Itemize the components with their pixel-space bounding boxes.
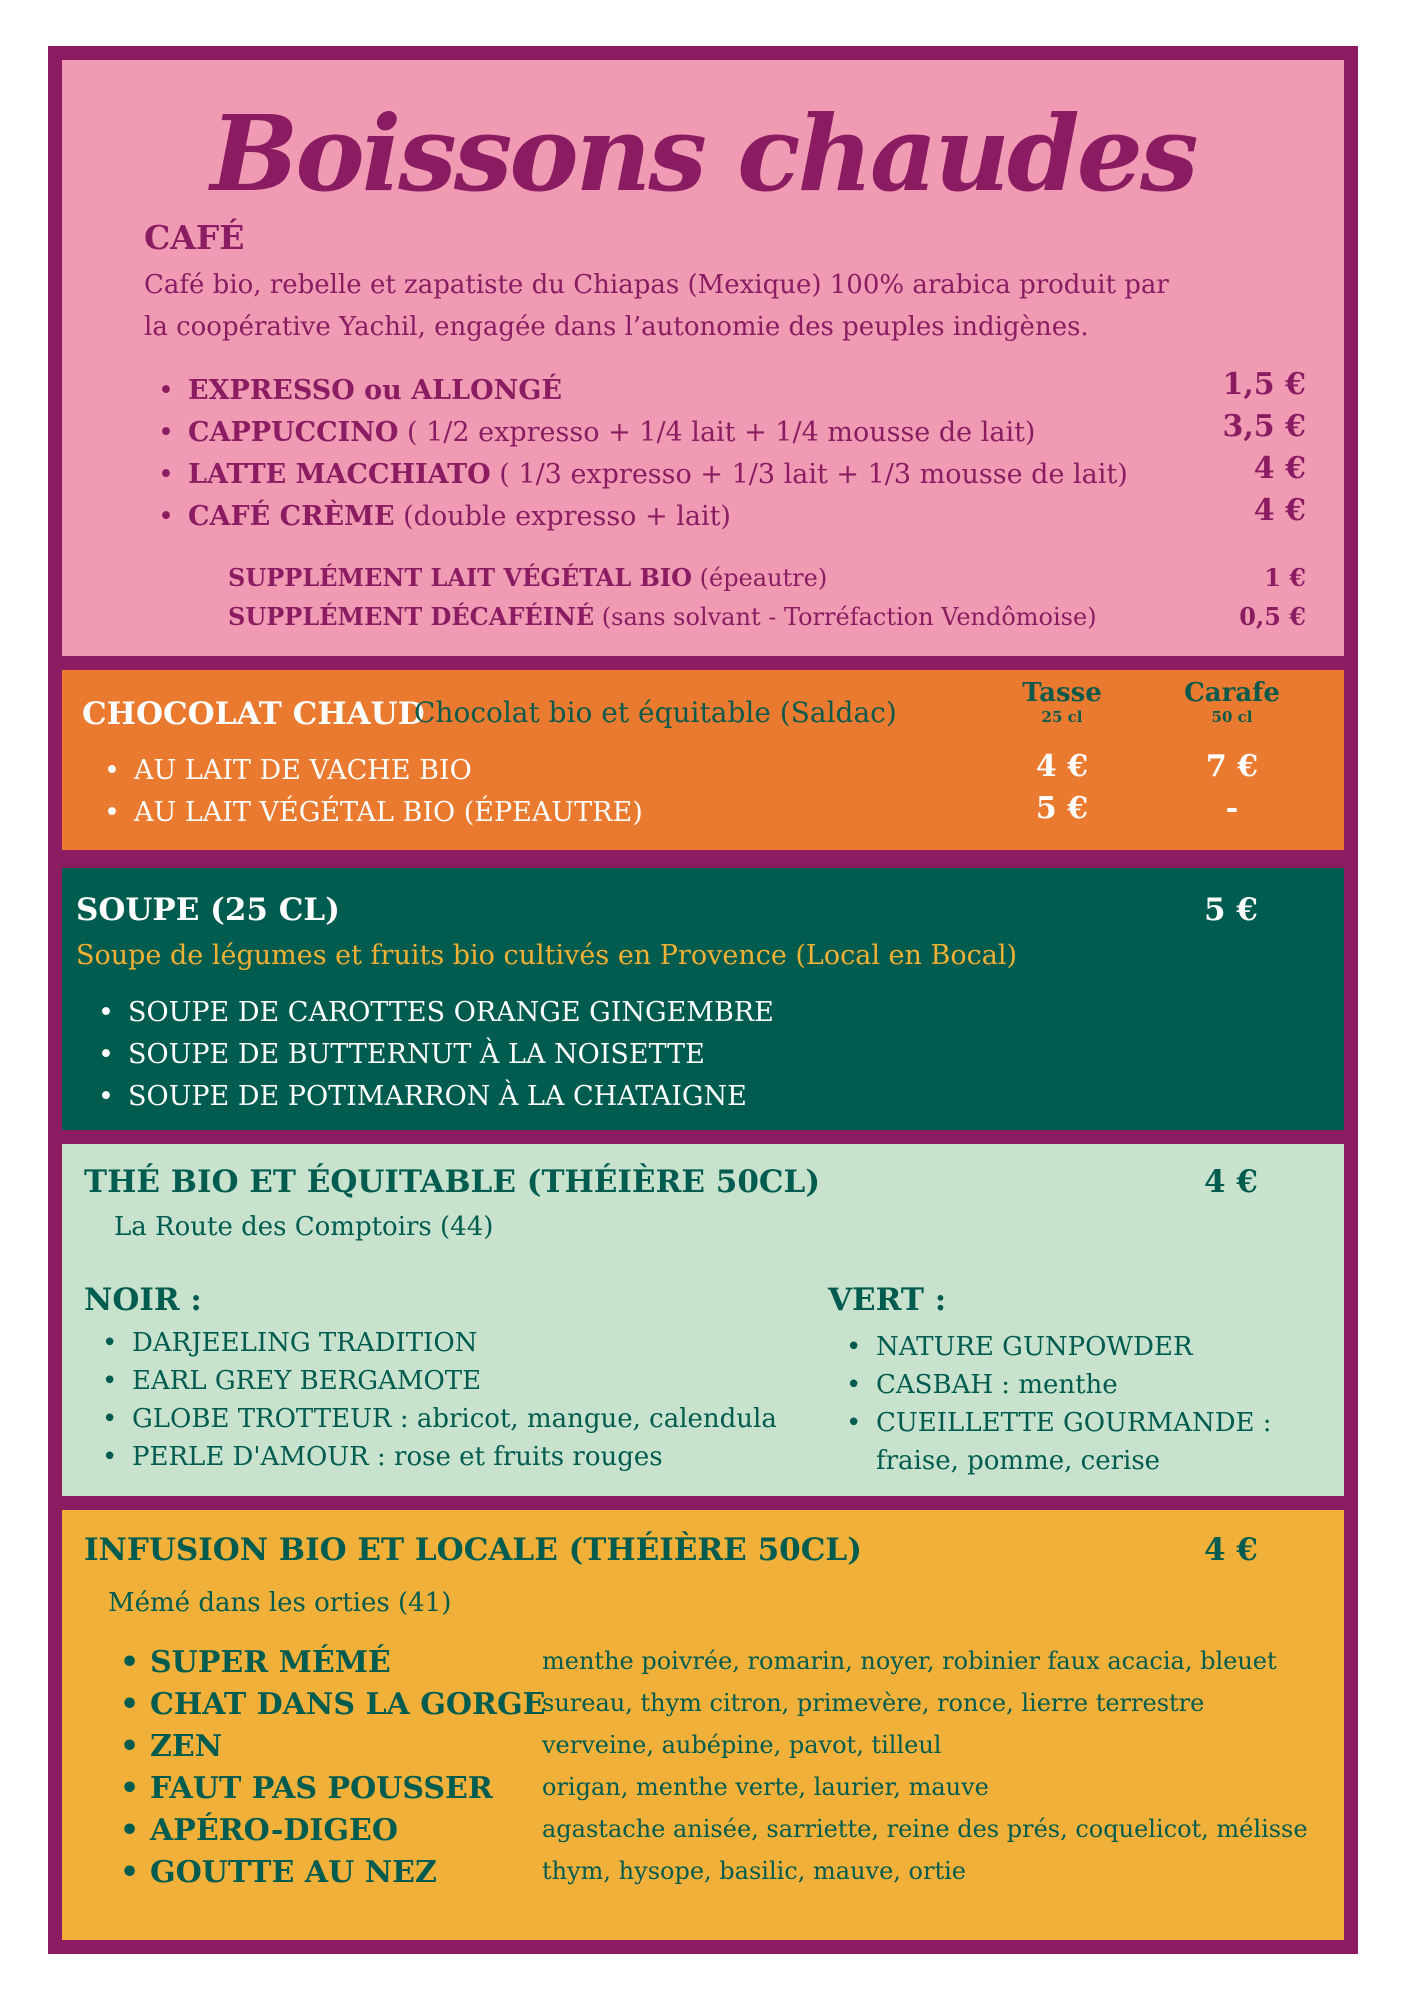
infusion-ingredients: sureau, thym citron, primevère, ronce, lierre terrestre xyxy=(542,1689,1205,1717)
cafe-section xyxy=(48,46,1358,670)
vert-item: • CASBAH : menthe xyxy=(876,1366,1272,1404)
supplement-price: 1 € xyxy=(1264,563,1306,592)
cafe-item: • LATTE MACCHIATO ( 1/3 expresso + 1/3 lait + 1/3 mousse de lait) xyxy=(188,454,1128,496)
infusion-name: • ZEN xyxy=(150,1726,545,1768)
vert-heading: VERT : xyxy=(828,1282,947,1318)
soupe-heading: SOUPE (25 CL) xyxy=(76,892,340,928)
infusion-ingredients-list xyxy=(542,1640,1308,1892)
vert-item-continued: fraise, pomme, cerise xyxy=(876,1446,1161,1476)
the-supplier: La Route des Comptoirs (44) xyxy=(114,1212,494,1242)
cafe-price: 4 € xyxy=(1253,493,1306,528)
chocolat-section xyxy=(48,656,1358,864)
infusion-ingredients: menthe poivrée, romarin, noyer, robinier faux acacia, bleuet xyxy=(542,1647,1277,1675)
infusion-section xyxy=(48,1496,1358,1954)
infusion-name: • SUPER MÉMÉ xyxy=(150,1642,545,1684)
chocolat-heading: CHOCOLAT CHAUD xyxy=(82,696,425,732)
page-title: Boissons chaudes xyxy=(210,92,1196,215)
cafe-item: • CAFÉ CRÈME (double expresso + lait) xyxy=(188,496,1128,538)
infusion-supplier: Mémé dans les orties (41) xyxy=(108,1588,452,1618)
cafe-price: 3,5 € xyxy=(1222,409,1306,444)
tasse-unit: 25 cl xyxy=(1041,708,1083,726)
tasse-price: 4 € xyxy=(1035,749,1089,784)
tasse-price: 5 € xyxy=(1035,791,1089,826)
soupe-item: • SOUPE DE POTIMARRON À LA CHATAIGNE xyxy=(128,1076,774,1118)
carafe-price: 7 € xyxy=(1205,749,1259,784)
chocolat-item: • AU LAIT VÉGÉTAL BIO (ÉPEAUTRE) xyxy=(134,792,643,834)
infusion-heading: INFUSION BIO ET LOCALE (THÉIÈRE 50CL) xyxy=(84,1532,862,1568)
soupe-section xyxy=(48,854,1358,1144)
supplement-row: SUPPLÉMENT DÉCAFÉINÉ (sans solvant - Torréfaction Vendômoise) xyxy=(228,602,1097,631)
chocolat-items-list xyxy=(134,750,643,834)
infusion-names-list xyxy=(150,1642,545,1894)
infusion-name: • CHAT DANS LA GORGE xyxy=(150,1684,545,1726)
carafe-price: - xyxy=(1225,791,1239,826)
noir-heading: NOIR : xyxy=(84,1282,202,1318)
noir-item: • GLOBE TROTTEUR : abricot, mangue, calendula xyxy=(132,1400,777,1438)
cafe-price: 1,5 € xyxy=(1222,367,1306,402)
cafe-item: • EXPRESSO ou ALLONGÉ xyxy=(188,370,1128,412)
supplement-price: 0,5 € xyxy=(1239,602,1306,631)
cafe-description-line2: la coopérative Yachil, engagée dans l’autonomie des peuples indigènes. xyxy=(144,312,1089,342)
soupe-item: • SOUPE DE CAROTTES ORANGE GINGEMBRE xyxy=(128,992,774,1034)
cafe-heading: CAFÉ xyxy=(144,218,245,257)
infusion-ingredients: verveine, aubépine, pavot, tilleul xyxy=(542,1731,942,1759)
supplement-row: SUPPLÉMENT LAIT VÉGÉTAL BIO (épeautre) xyxy=(228,563,828,592)
the-price: 4 € xyxy=(1204,1164,1258,1200)
soupe-price: 5 € xyxy=(1204,892,1258,928)
the-section xyxy=(48,1130,1358,1510)
infusion-name: • APÉRO-DIGEO xyxy=(150,1810,545,1852)
cafe-supplements xyxy=(228,558,1097,636)
soupe-item: • SOUPE DE BUTTERNUT À LA NOISETTE xyxy=(128,1034,774,1076)
chocolat-subtitle: Chocolat bio et équitable (Saldac) xyxy=(414,696,897,729)
noir-item: • EARL GREY BERGAMOTE xyxy=(132,1362,777,1400)
noir-item: • DARJEELING TRADITION xyxy=(132,1324,777,1362)
soupe-description: Soupe de légumes et fruits bio cultivés en Provence (Local en Bocal) xyxy=(76,940,1017,971)
vert-items-list xyxy=(876,1328,1272,1480)
infusion-price: 4 € xyxy=(1204,1532,1258,1568)
carafe-column-header xyxy=(1172,678,1292,726)
soupe-items-list xyxy=(128,992,774,1118)
tasse-prices xyxy=(1002,746,1122,830)
cafe-prices xyxy=(1106,364,1306,532)
cafe-item: • CAPPUCCINO ( 1/2 expresso + 1/4 lait + 1/4 mousse de lait) xyxy=(188,412,1128,454)
tasse-label: Tasse xyxy=(1022,678,1102,708)
infusion-name: • GOUTTE AU NEZ xyxy=(150,1852,545,1894)
infusion-ingredients: thym, hysope, basilic, mauve, ortie xyxy=(542,1857,966,1885)
noir-item: • PERLE D'AMOUR : rose et fruits rouges xyxy=(132,1438,777,1476)
the-heading: THÉ BIO ET ÉQUITABLE (THÉIÈRE 50CL) xyxy=(84,1164,821,1200)
infusion-ingredients: agastache anisée, sarriette, reine des prés, coquelicot, mélisse xyxy=(542,1815,1308,1843)
supplement-prices xyxy=(1106,558,1306,636)
carafe-unit: 50 cl xyxy=(1211,708,1253,726)
cafe-items-list xyxy=(188,370,1128,538)
cafe-price: 4 € xyxy=(1253,451,1306,486)
infusion-name: • FAUT PAS POUSSER xyxy=(150,1768,545,1810)
chocolat-item: • AU LAIT DE VACHE BIO xyxy=(134,750,643,792)
vert-item: • NATURE GUNPOWDER xyxy=(876,1328,1272,1366)
carafe-label: Carafe xyxy=(1184,678,1280,708)
tasse-column-header xyxy=(1002,678,1122,726)
cafe-description-line1: Café bio, rebelle et zapatiste du Chiapas (Mexique) 100% arabica produit par xyxy=(144,270,1169,300)
infusion-ingredients: origan, menthe verte, laurier, mauve xyxy=(542,1773,989,1801)
vert-item: • CUEILLETTE GOURMANDE : xyxy=(876,1404,1272,1442)
noir-items-list xyxy=(132,1324,777,1476)
carafe-prices xyxy=(1172,746,1292,830)
